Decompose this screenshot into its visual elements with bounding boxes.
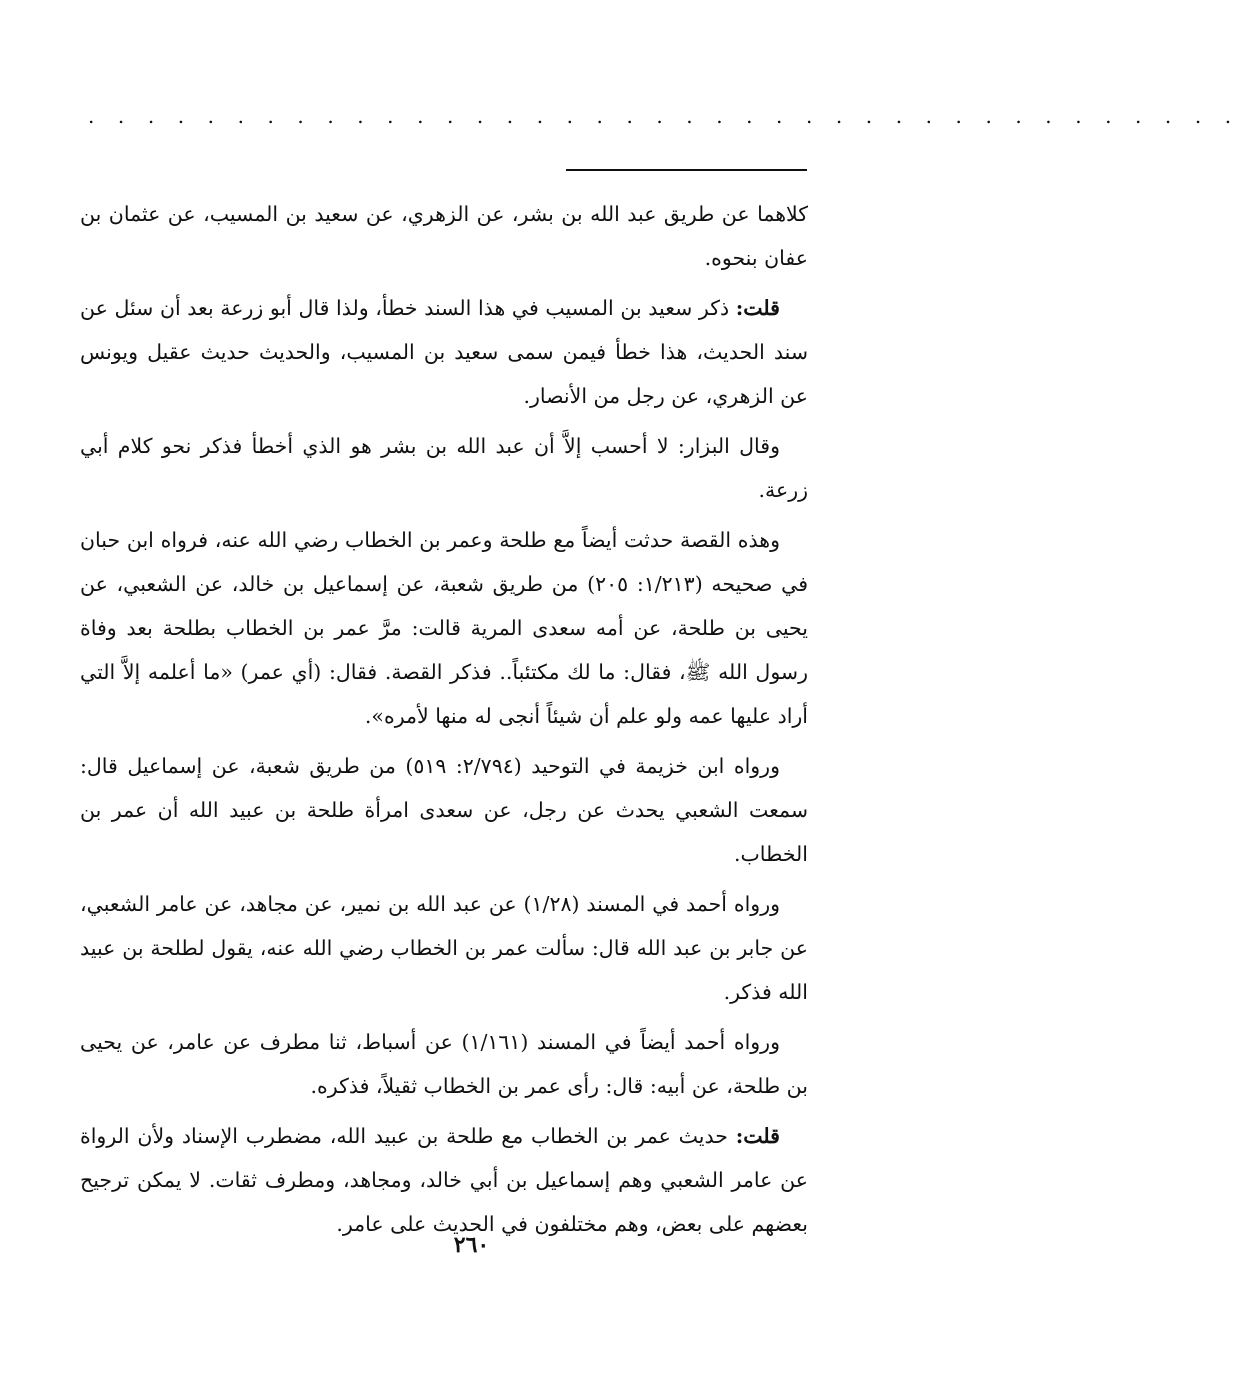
paragraph [80,286,808,418]
paragraph [80,882,808,1014]
paragraph-text: ذكر سعيد بن المسيب في هذا السند خطأ، ولذا قال أبو زرعة بعد أن سئل عن سند الحديث، هذا خطأ فيمن سمى سعيد بن المسيب، والحديث حديث عقيل ويونس عن الزهري، عن رجل من الأنصار. [80,296,808,408]
paragraph-text: ورواه أحمد في المسند (١/٢٨) عن عبد الله بن نمير، عن مجاهد، عن عامر الشعبي، عن جابر بن عبد الله قال: سألت عمر بن الخطاب رضي الله عنه، يقول لطلحة بن عبيد الله فذكر. [80,892,808,1004]
paragraph [80,1020,808,1108]
paragraph-text: وهذه القصة حدثت أيضاً مع طلحة وعمر بن الخطاب رضي الله عنه، فرواه ابن حبان في صحيحه (١/٢١٣: ٢٠٥) من طريق شعبة، عن إسماعيل بن خالد، عن الشعبي، عن يحيى بن طلحة، عن أمه سعدى المرية قالت: مرَّ عمر بن الخطاب بطلحة بعد وفاة رسول الله ﷺ، فقال: ما لك مكتئباً.. فذكر القصة. فقال: (أي عمر) «ما أعلمه إلاَّ التي أراد عليها عمه ولو علم أن شيئاً أنجى له منها لأمره». [80,528,809,728]
paragraph-lead: قلت: [735,1124,780,1148]
paragraph-text: وقال البزار: لا أحسب إلاَّ أن عبد الله بن بشر هو الذي أخطأ فذكر نحو كلام أبي زرعة. [80,434,808,502]
body-text [80,192,808,1252]
paragraph [80,424,808,512]
page-number: ٢٦٠ [453,1232,490,1258]
dotted-separator: . . . . . . . . . . . . . . . . . . . . . . . . . . . . . . . . . . . . . . . [88,104,1240,128]
footnote-rule [566,169,807,171]
paragraph [80,744,808,876]
paragraph-text: كلاهما عن طريق عبد الله بن بشر، عن الزهري، عن سعيد بن المسيب، عن عثمان بن عفان بنحوه. [80,202,808,270]
paragraph-text: ورواه ابن خزيمة في التوحيد (٢/٧٩٤: ٥١٩) من طريق شعبة، عن إسماعيل قال: سمعت الشعبي يحدث عن رجل، عن سعدى امرأة طلحة بن عبيد الله أن عمر بن الخطاب. [80,754,808,866]
paragraph [80,192,808,280]
paragraph-text: حديث عمر بن الخطاب مع طلحة بن عبيد الله، مضطرب الإسناد ولأن الرواة عن عامر الشعبي وهم إسماعيل بن أبي خالد، ومجاهد، ومطرف ثقات. لا يمكن ترجيح بعضهم على بعض، وهم مختلفون في الحديث على عامر. [80,1124,808,1236]
paragraph [80,518,808,738]
paragraph-text: ورواه أحمد أيضاً في المسند (١/١٦١) عن أسباط، ثنا مطرف عن عامر، عن يحيى بن طلحة، عن أبيه: قال: رأى عمر بن الخطاب ثقيلاً، فذكره. [80,1030,808,1098]
paragraph-lead: قلت: [735,296,780,320]
paragraph [80,1114,808,1246]
